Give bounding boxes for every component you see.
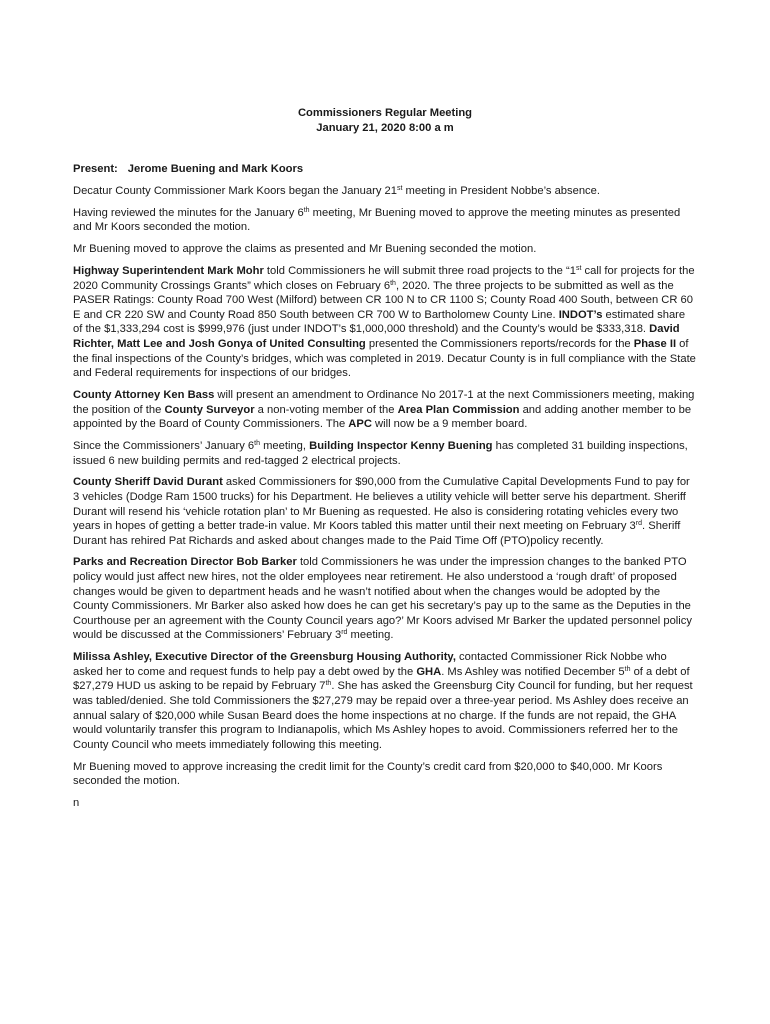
ordinal-suffix: th	[254, 439, 260, 447]
present-label: Present:	[73, 163, 118, 175]
bold-term: Phase II	[633, 338, 677, 350]
ordinal-suffix: th	[390, 279, 396, 287]
paragraph-parks	[73, 555, 697, 643]
meeting-header	[0, 106, 770, 136]
bold-term: INDOT’s	[558, 308, 603, 321]
paragraph-minutes-approval	[73, 206, 697, 235]
text-run: presented the Commissioners reports/records for the	[365, 338, 634, 350]
speaker-name: Building Inspector Kenny Buening	[309, 439, 493, 452]
text-run: will now be a 9 member board.	[371, 418, 528, 431]
text-run: n	[73, 796, 80, 809]
speaker-name: Parks and Recreation Director Bob Barker	[73, 556, 297, 569]
bold-term: APC	[348, 418, 372, 431]
paragraph-opening	[73, 184, 697, 199]
text-run: Having reviewed the minutes for the January 6	[73, 206, 304, 219]
text-run: . Sheriff Durant has rehired Pat Richards and asked about changes made to the Paid Time Off (PTO)policy recently.	[73, 520, 681, 547]
text-run: contacted Commissioner Rick Nobbe who asked her to come and request funds to help pay a debt owed by the	[73, 651, 667, 678]
ordinal-suffix: st	[575, 265, 582, 273]
text-run: meeting in President Nobbe’s absence.	[402, 185, 600, 198]
paragraph-trailing	[73, 796, 697, 811]
text-run: . She has asked the Greensburg City Council for funding, but her request was tabled/denied. She told Commissioners the $27,279 may be repaid over a three-year period. Ms Ashley does receive an annual salary of $20,000 while Susan Beard does the home inspections at no charge. If the funds are not repaid, the GHA would voluntarily transfer this program to Indianapolis, which Ms Ashley hopes to avoid. Commissioners referred her to the County Council who meets immediately following this meeting.	[73, 680, 693, 751]
speaker-name: County Attorney Ken Bass	[73, 388, 215, 401]
paragraph-claims	[73, 242, 697, 257]
text-run: of the final inspections of the County’s bridges, which was completed in 2019. Decatur County is in full compliance with the State and Federal requirements for inspections of our bridges.	[73, 338, 696, 380]
paragraph-highway	[73, 264, 697, 381]
minutes-body	[73, 162, 697, 818]
text-run: asked Commissioners for $90,000 from the Cumulative Capital Developments Fund to pay for 3 vehicles (Dodge Ram 1500 trucks) for his Department. He believes a utility vehicle will better serve his department. Sheriff Durant will resend his ‘vehicle rotation plan’ to Mr Buening as requested. He also is considering rotating vehicles every two years in hopes of getting a better trade-in value. Mr Koors tabled this matter until their next meeting on February 3	[73, 476, 690, 533]
text-run: , 2020. The three projects to be submitted as well as the PASER Ratings: County Road 700 West (Milford) between CR 100 N to CR 1100 S; County Road 400 South, between CR 60 E and CR 220 SW and County Road 850 South between CR 700 W to Bartholomew County Line.	[73, 279, 693, 321]
bold-term: GHA	[416, 665, 442, 678]
meeting-date: January 21, 2020 8:00 a m	[316, 122, 454, 134]
speaker-name: County Sheriff David Durant	[73, 476, 223, 489]
text-run: estimated share of the $1,333,294 cost is $999,976 (just under INDOT’s $1,000,000 threshold) and the County’s would be $333,318.	[73, 308, 686, 336]
text-run: meeting,	[260, 439, 310, 452]
speaker-name: Milissa Ashley, Executive Director of the Greensburg Housing Authority,	[73, 651, 456, 664]
text-run: told Commissioners he was under the impression changes to the banked PTO policy would just affect new hires, not the older employees near retirement. He also understood a ‘rough draft’ of proposed changes would be given to department heads and he wasn’t notified about when the changes would be adopted by the County Commissioners. Mr Barker also asked how does he can get his secretary’s pay up to the same as the Deputies in the Courthouse per an agreement with the County Council years ago?’ Mr Koors advised Mr Barker the updated personnel policy would be discussed at the Commissioners’ February 3	[73, 556, 692, 642]
text-run: has completed 31 building inspections, issued 6 new building permits and red-tagged 2 electrical projects.	[73, 439, 688, 467]
speaker-name: David Richter, Matt Lee and Josh Gonya of United Consulting	[73, 323, 680, 350]
ordinal-suffix: th	[325, 680, 332, 688]
text-run: meeting, Mr Buening moved to approve the meeting minutes as presented and Mr Koors seconded the motion.	[73, 206, 681, 234]
text-run: Decatur County Commissioner Mark Koors began the January 21	[73, 185, 397, 198]
bold-term: County Surveyor	[164, 403, 255, 416]
text-run: a non-voting member of the	[254, 403, 398, 416]
text-run: will present an amendment to Ordinance No 2017-1 at the next Commissioners meeting, making the position of the	[73, 388, 695, 416]
text-run: meeting.	[347, 629, 394, 642]
text-run: . Ms Ashley was notified December 5	[441, 665, 625, 678]
paragraph-sheriff	[73, 475, 697, 548]
speaker-name: Highway Superintendent Mark Mohr	[73, 265, 264, 278]
text-run: and adding another member to be appointed by the Board of County Commissioners. The	[73, 403, 692, 431]
text-run: Mr Buening moved to approve the claims as presented and Mr Buening seconded the motion.	[73, 243, 537, 256]
ordinal-suffix: rd	[635, 520, 643, 528]
present-names: Jerome Buening and Mark Koors	[127, 163, 304, 175]
paragraph-building-inspector	[73, 439, 697, 468]
text-run: Since the Commissioners’ January 6	[73, 439, 255, 452]
bold-term: Area Plan Commission	[397, 403, 520, 416]
paragraph-attorney	[73, 388, 697, 432]
paragraph-credit-limit	[73, 760, 697, 789]
ordinal-suffix: th	[624, 665, 631, 673]
ordinal-suffix: st	[396, 185, 403, 193]
text-run: told Commissioners he will submit three road projects to the “1	[263, 265, 576, 278]
meeting-title: Commissioners Regular Meeting	[297, 107, 473, 119]
ordinal-suffix: th	[303, 206, 310, 214]
paragraph-housing-authority	[73, 650, 697, 752]
text-run: of a debt of $27,279 HUD us asking to be repaid by February 7	[73, 665, 690, 693]
attendance-line	[73, 162, 697, 177]
text-run: Mr Buening moved to approve increasing the credit limit for the County’s credit card from $20,000 to $40,000. Mr Koors seconded the motion.	[73, 760, 663, 788]
ordinal-suffix: rd	[341, 629, 348, 637]
text-run: call for projects for the 2020 Community Crossings Grants” which closes on February 6	[73, 265, 695, 292]
